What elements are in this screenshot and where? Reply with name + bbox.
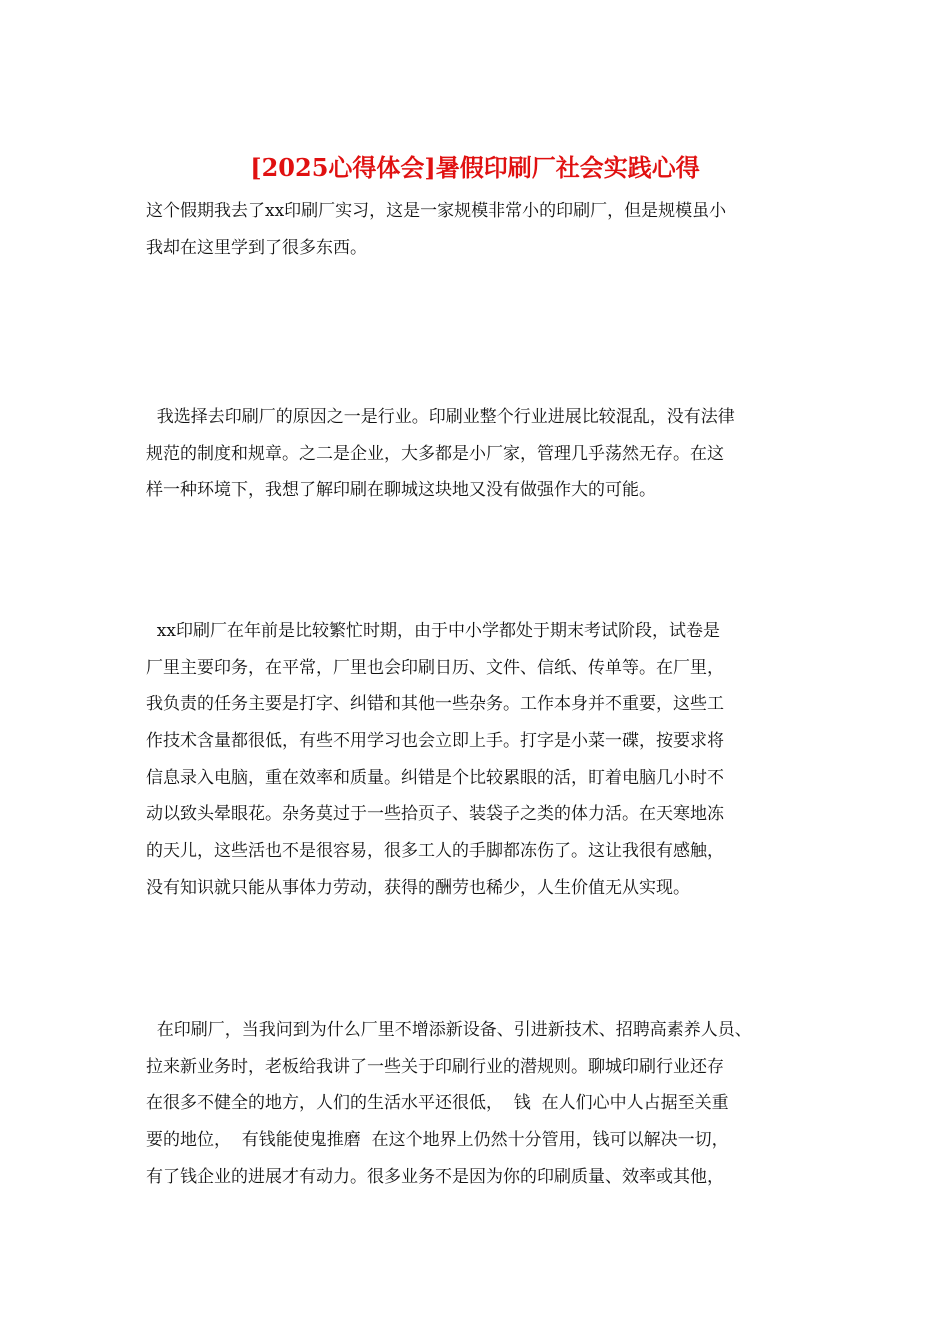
paragraph-1: [146, 193, 836, 266]
paragraph-line: 我选择去印刷厂的原因之一是行业。印刷业整个行业进展比较混乱，没有法律: [146, 407, 735, 427]
paragraph-line: 我却在这里学到了很多东西。: [146, 237, 367, 258]
paragraph-line: 没有知识就只能从事体力劳动，获得的酬劳也稀少，人生价值无从实现。: [146, 877, 690, 898]
paragraph-line: 样一种环境下，我想了解印刷在聊城这块地又没有做强作大的可能。: [146, 480, 656, 501]
paragraph-line: 动以致头晕眼花。杂务莫过于一些拾页子、装袋子之类的体力活。在天寒地冻: [146, 804, 724, 825]
paragraph-line: 要的地位， 有钱能使鬼推磨 在这个地界上仍然十分管用，钱可以解决一切，: [146, 1130, 729, 1151]
paragraph-line: 厂里主要印务，在平常，厂里也会印刷日历、文件、信纸、传单等。在厂里，: [146, 657, 724, 678]
paragraph-line: 我负责的任务主要是打字、纠错和其他一些杂务。工作本身并不重要，这些工: [146, 694, 724, 715]
paragraph-line: 在印刷厂，当我问到为什么厂里不增添新设备、引进新技术、招聘高素养人员、: [146, 1020, 752, 1040]
document-title: [2025心得体会]暑假印刷厂社会实践心得: [250, 153, 700, 182]
paragraph-line: xx印刷厂在年前是比较繁忙时期，由于中小学都处于期末考试阶段，试卷是: [146, 621, 720, 641]
paragraph-line: 信息录入电脑，重在效率和质量。纠错是个比较累眼的活，盯着电脑几小时不: [146, 767, 724, 788]
paragraph-line: 拉来新业务时，老板给我讲了一些关于印刷行业的潜规则。聊城印刷行业还存: [146, 1056, 724, 1077]
paragraph-line: 在很多不健全的地方，人们的生活水平还很低， 钱 在人们心中人占据至关重: [146, 1093, 729, 1114]
paragraph-line: 有了钱企业的进展才有动力。很多业务不是因为你的印刷质量、效率或其他，: [146, 1166, 724, 1187]
paragraph-line: 规范的制度和规章。之二是企业，大多都是小厂家，管理几乎荡然无存。在这: [146, 443, 724, 464]
paragraph-4: [146, 1012, 836, 1195]
paragraph-line: 这个假期我去了xx印刷厂实习，这是一家规模非常小的印刷厂，但是规模虽小: [146, 201, 727, 221]
paragraph-2: [146, 399, 836, 509]
paragraph-3: [146, 613, 836, 907]
paragraph-line: 作技术含量都很低，有些不用学习也会立即上手。打字是小菜一碟，按要求将: [146, 731, 724, 752]
paragraph-line: 的天儿，这些活也不是很容易，很多工人的手脚都冻伤了。这让我很有感触，: [146, 841, 724, 862]
